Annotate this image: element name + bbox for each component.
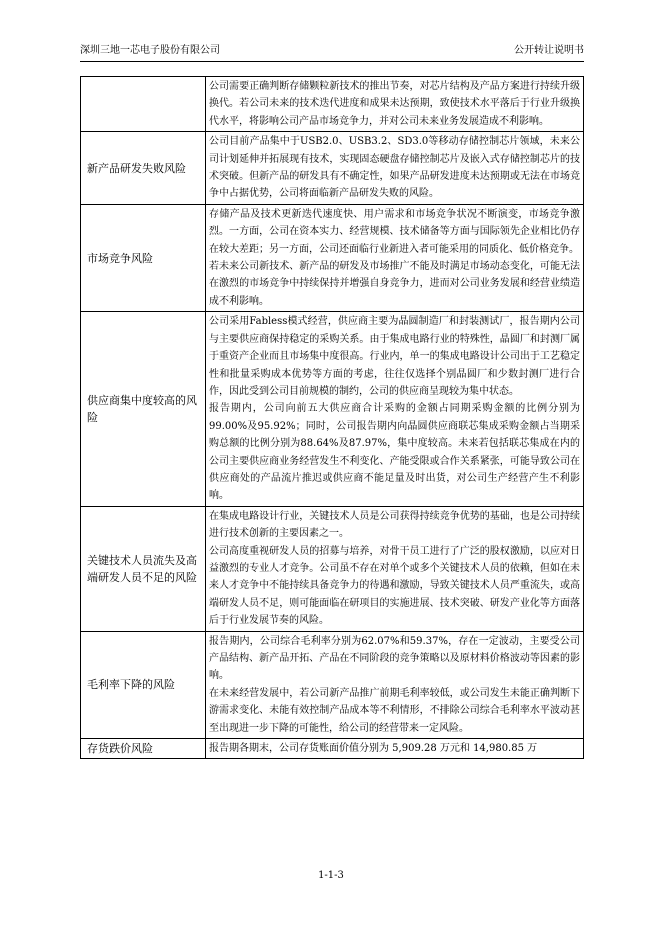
risk-paragraph: 在集成电路设计行业，关键技术人员是公司获得持续竞争优势的基础，也是公司持续进行技术创新的主要因素之一。 <box>209 510 580 540</box>
risk-description <box>206 204 584 311</box>
document-title: 公开转让说明书 <box>514 45 584 56</box>
risk-description <box>206 506 584 631</box>
risk-paragraph: 公司高度重视研发人员的招募与培养，对骨干员工进行了广泛的股权激励，以应对日益激烈的专业人才竞争。公司虽不存在对单个或多个关键技术人员的依赖，但如在未来人才竞争中不能持续具备竞争力的待遇和激励，导致关键技术人员严重流失，或高端研发人员不足，则可能面临在研项目的实施进展、技术突破、研发产业化等方面落后于行业发展节奏的风险。 <box>209 545 580 627</box>
risk-paragraph: 存储产品及技术更新迭代速度快、用户需求和市场竞争状况不断演变，市场竞争激烈。一方面，公司在资本实力、经营规模、技术储备等方面与国际领先企业相比仍存在较大差距；另一方面，公司还面临行业新进入者可能采用的同质化、低价格竞争。 <box>209 208 580 255</box>
risk-paragraph: 在未来经营发展中，若公司新产品推广前期毛利率较低，或公司发生未能正确判断下游需求变化、未能有效控制产品成本等不利情形，不排除公司综合毛利率水平波动甚至出现进一步下降的可能性，给公司的经营带来一定风险。 <box>209 687 580 734</box>
risk-paragraph: 报告期内，公司综合毛利率分别为62.07%和59.37%，存在一定波动，主要受公司产品结构、新产品开拓、产品在不同阶段的竞争策略以及原材料价格波动等因素的影响。 <box>209 635 580 682</box>
risk-name: 市场竞争风险 <box>81 204 206 311</box>
risk-paragraph: 公司需要正确判断存储颗粒新技术的推出节奏，对芯片结构及产品方案进行持续升级换代。若公司未来的技术迭代进度和成果未达预期，致使技术水平落后于行业升级换代水平，将影响公司产品市场竞争力，并对公司未来业务发展造成不利影响。 <box>209 81 580 127</box>
risk-description <box>206 739 584 759</box>
risk-name: 供应商集中度较高的风险 <box>81 312 206 506</box>
risk-paragraph: 公司目前产品集中于USB2.0、USB3.2、SD3.0等移动存储控制芯片领域，未来公司计划延伸并拓展现有技术，实现固态硬盘存储控制芯片及嵌入式存储控制芯片的技术突破。但新产品的研发具有不确定性，如果产品研发进度未达预期或无法在市场竞争中占据优势，公司将面临新产品研发失败的风险。 <box>209 136 580 200</box>
risk-row <box>81 204 584 311</box>
risk-paragraph: 报告期内，公司向前五大供应商合计采购的金额占同期采购金额的比例分别为99.00%及95.92%；同时，公司报告期内向晶圆供应商联芯集成采购金额占当期采购总额的比例分别为88.64%及87.97%，集中度较高。未来若包括联芯集成在内的公司主要供应商业务经营发生不利变化、产能受限或合作关系紧张，可能导致公司在供应商处的产品流片推迟或供应商不能足量及时出货，对公司生产经营产生不利影响。 <box>209 403 580 502</box>
risk-row <box>81 132 584 205</box>
page-number: 1-1-3 <box>318 870 344 881</box>
risk-paragraph: 报告期各期末，公司存货账面价值分别为 5,909.28 万元和 14,980.85 万 <box>209 743 538 755</box>
risk-description <box>206 631 584 738</box>
risk-row <box>81 631 584 738</box>
page-header <box>80 44 584 58</box>
risk-row <box>81 77 584 132</box>
risk-row <box>81 739 584 759</box>
risk-name: 新产品研发失败风险 <box>81 132 206 205</box>
company-name: 深圳三地一芯电子股份有限公司 <box>80 45 220 56</box>
risk-description <box>206 132 584 205</box>
header-divider <box>80 61 584 62</box>
risk-description <box>206 77 584 132</box>
risk-paragraph: 公司采用Fabless模式经营，供应商主要为晶圆制造厂和封装测试厂，报告期内公司与主要供应商保持稳定的采购关系。由于集成电路行业的特殊性，晶圆厂和封测厂属于重资产企业而且市场集中度很高。行业内，单一的集成电路设计公司出于工艺稳定性和批量采购成本优势等方面的考虑，往往仅选择个别晶圆厂和少数封测厂进行合作，因此受到公司目前规模的制约，公司的供应商呈现较为集中状态。 <box>209 316 580 397</box>
risk-name <box>81 77 206 132</box>
risk-name: 存货跌价风险 <box>81 739 206 759</box>
risk-row <box>81 312 584 506</box>
risk-paragraph: 若未来公司新技术、新产品的研发及市场推广不能及时满足市场动态变化，可能无法在激烈的市场竞争中持续保持并增强自身竞争力，进而对公司业务发展和经营业绩造成不利影响。 <box>209 261 580 307</box>
risk-name: 关键技术人员流失及高端研发人员不足的风险 <box>81 506 206 631</box>
risk-name: 毛利率下降的风险 <box>81 631 206 738</box>
risk-row <box>81 506 584 631</box>
risk-factor-table <box>80 76 584 759</box>
risk-description <box>206 312 584 506</box>
